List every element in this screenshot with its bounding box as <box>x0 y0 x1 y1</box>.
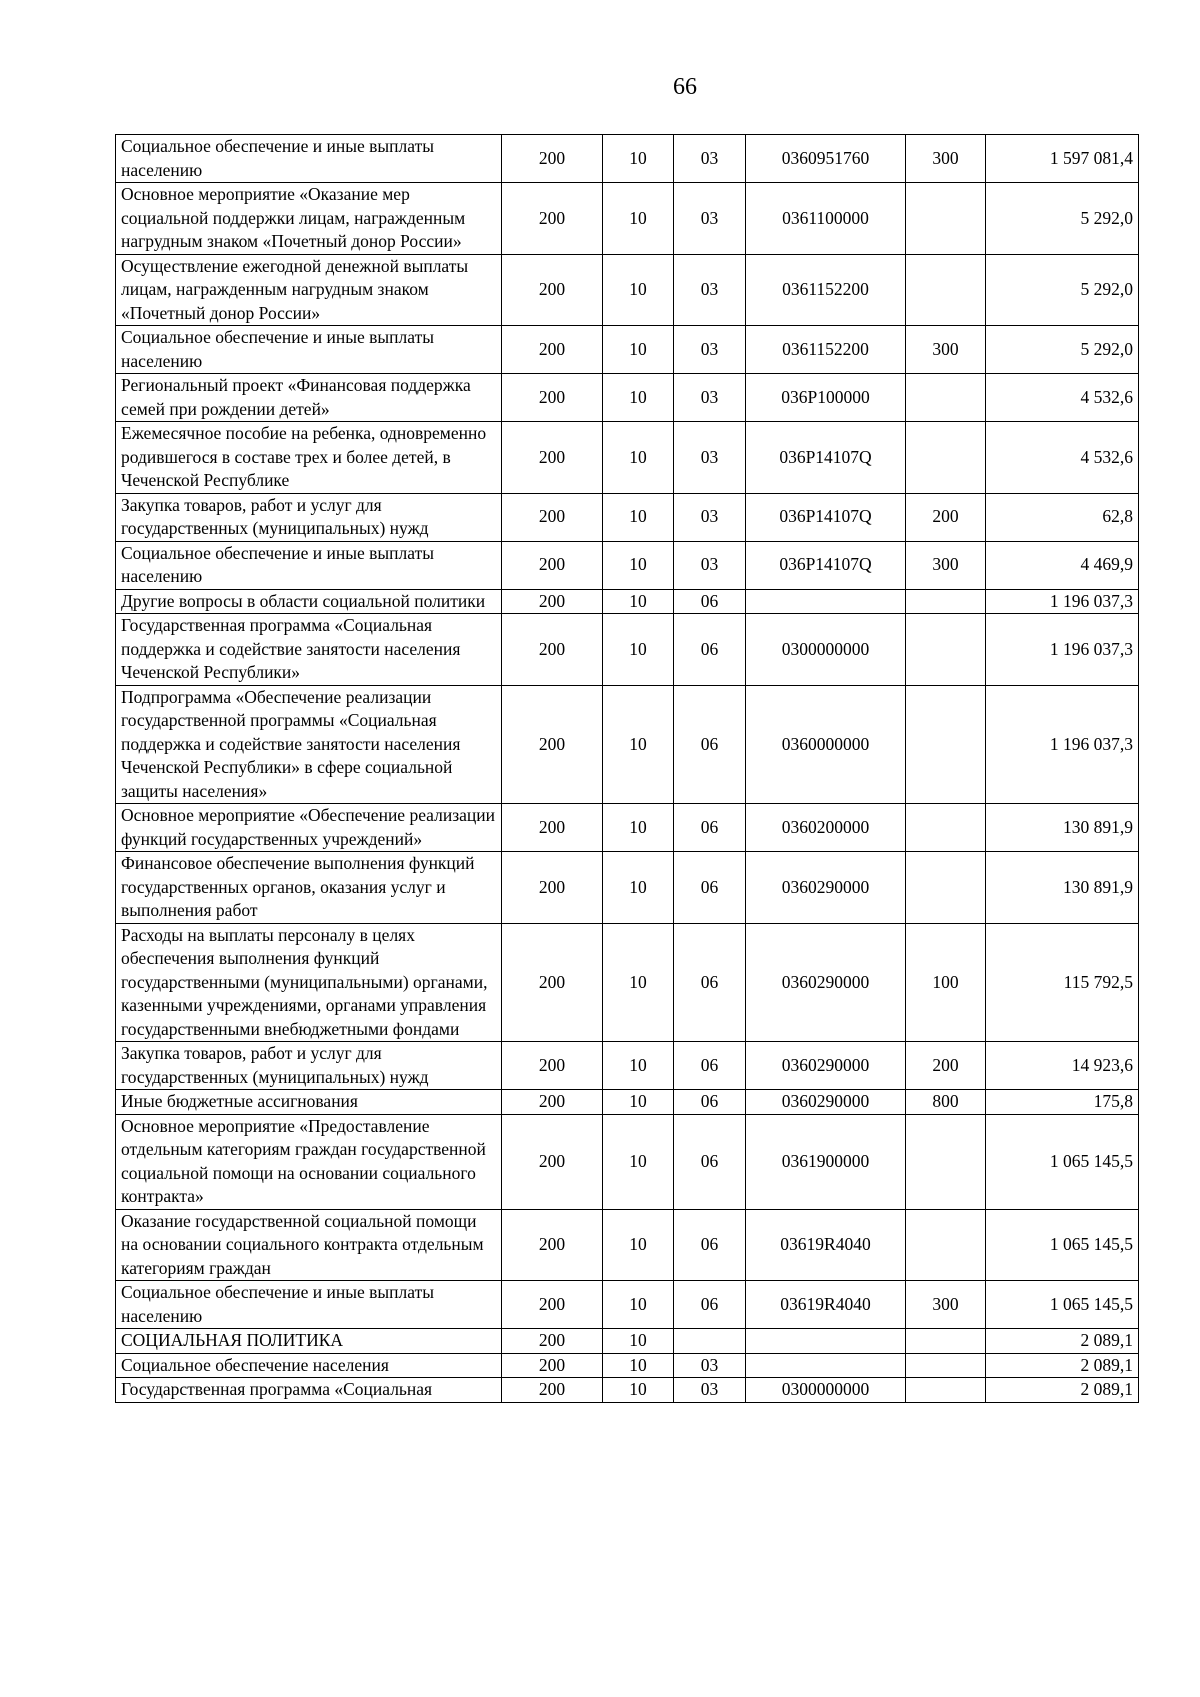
cell-subsection: 06 <box>674 923 746 1042</box>
cell-amount: 5 292,0 <box>986 326 1139 374</box>
budget-table <box>115 134 1139 1403</box>
cell-grbs: 200 <box>502 1114 603 1209</box>
page-number: 66 <box>673 74 697 100</box>
cell-name: Оказание государственной социальной помощи на основании социального контракта отдельным категориям граждан <box>116 1209 502 1281</box>
cell-section: 10 <box>603 254 674 326</box>
cell-name: Ежемесячное пособие на ребенка, одновременно родившегося в составе трех и более детей, в Чеченской Республике <box>116 422 502 494</box>
cell-section: 10 <box>603 1209 674 1281</box>
cell-name: Социальное обеспечение населения <box>116 1353 502 1378</box>
cell-amount: 175,8 <box>986 1090 1139 1115</box>
cell-grbs: 200 <box>502 614 603 686</box>
cell-name: Социальное обеспечение и иные выплаты населению <box>116 541 502 589</box>
cell-amount: 62,8 <box>986 493 1139 541</box>
cell-grbs: 200 <box>502 1042 603 1090</box>
cell-name: Социальное обеспечение и иные выплаты населению <box>116 326 502 374</box>
cell-expense-type: 300 <box>906 541 986 589</box>
table-row <box>116 326 1139 374</box>
cell-section: 10 <box>603 374 674 422</box>
table-row <box>116 923 1139 1042</box>
cell-amount: 1 065 145,5 <box>986 1209 1139 1281</box>
cell-expense-type <box>906 589 986 614</box>
cell-section: 10 <box>603 804 674 852</box>
cell-grbs: 200 <box>502 852 603 924</box>
cell-amount: 1 196 037,3 <box>986 685 1139 804</box>
cell-grbs: 200 <box>502 254 603 326</box>
cell-subsection: 06 <box>674 685 746 804</box>
cell-subsection: 06 <box>674 614 746 686</box>
cell-target-article: 0360290000 <box>746 1090 906 1115</box>
cell-section: 10 <box>603 1090 674 1115</box>
cell-target-article: 0300000000 <box>746 1378 906 1403</box>
cell-name: Осуществление ежегодной денежной выплаты лицам, награжденным нагрудным знаком «Почетный донор России» <box>116 254 502 326</box>
cell-grbs: 200 <box>502 589 603 614</box>
cell-amount: 14 923,6 <box>986 1042 1139 1090</box>
table-row <box>116 614 1139 686</box>
cell-expense-type <box>906 1114 986 1209</box>
table-row <box>116 541 1139 589</box>
cell-amount: 1 065 145,5 <box>986 1281 1139 1329</box>
cell-name: Финансовое обеспечение выполнения функций государственных органов, оказания услуг и выполнения работ <box>116 852 502 924</box>
cell-subsection: 06 <box>674 1209 746 1281</box>
cell-section: 10 <box>603 685 674 804</box>
table-row <box>116 1378 1139 1403</box>
cell-name: Социальное обеспечение и иные выплаты населению <box>116 1281 502 1329</box>
cell-expense-type <box>906 422 986 494</box>
cell-target-article: 0361900000 <box>746 1114 906 1209</box>
cell-amount: 130 891,9 <box>986 852 1139 924</box>
cell-expense-type <box>906 1209 986 1281</box>
table-row <box>116 1209 1139 1281</box>
table-row <box>116 852 1139 924</box>
cell-target-article: 03619R4040 <box>746 1281 906 1329</box>
cell-section: 10 <box>603 923 674 1042</box>
cell-target-article: 0361152200 <box>746 326 906 374</box>
cell-target-article: 03619R4040 <box>746 1209 906 1281</box>
cell-section: 10 <box>603 1114 674 1209</box>
cell-name: Государственная программа «Социальная поддержка и содействие занятости населения Чеченской Республики» <box>116 614 502 686</box>
cell-amount: 1 196 037,3 <box>986 589 1139 614</box>
table-row <box>116 1329 1139 1354</box>
table-row <box>116 183 1139 255</box>
cell-target-article <box>746 589 906 614</box>
cell-expense-type: 100 <box>906 923 986 1042</box>
cell-subsection: 03 <box>674 422 746 494</box>
cell-grbs: 200 <box>502 1209 603 1281</box>
cell-amount: 4 469,9 <box>986 541 1139 589</box>
cell-amount: 5 292,0 <box>986 254 1139 326</box>
cell-grbs: 200 <box>502 923 603 1042</box>
cell-subsection: 06 <box>674 1090 746 1115</box>
cell-target-article <box>746 1329 906 1354</box>
cell-section: 10 <box>603 135 674 183</box>
cell-grbs: 200 <box>502 135 603 183</box>
table-row <box>116 422 1139 494</box>
cell-subsection: 06 <box>674 852 746 924</box>
cell-subsection: 06 <box>674 589 746 614</box>
cell-name: СОЦИАЛЬНАЯ ПОЛИТИКА <box>116 1329 502 1354</box>
table-row <box>116 493 1139 541</box>
cell-grbs: 200 <box>502 422 603 494</box>
cell-target-article: 036P14107Q <box>746 493 906 541</box>
table-row <box>116 1090 1139 1115</box>
cell-section: 10 <box>603 614 674 686</box>
table-row <box>116 1042 1139 1090</box>
cell-target-article: 0361152200 <box>746 254 906 326</box>
table-body <box>116 135 1139 1403</box>
table-row <box>116 685 1139 804</box>
table-row <box>116 1353 1139 1378</box>
table-row <box>116 804 1139 852</box>
cell-section: 10 <box>603 326 674 374</box>
cell-expense-type <box>906 183 986 255</box>
cell-name: Государственная программа «Социальная <box>116 1378 502 1403</box>
cell-name: Региональный проект «Финансовая поддержка семей при рождении детей» <box>116 374 502 422</box>
table-row <box>116 135 1139 183</box>
cell-amount: 2 089,1 <box>986 1353 1139 1378</box>
cell-name: Закупка товаров, работ и услуг для государственных (муниципальных) нужд <box>116 493 502 541</box>
cell-subsection: 03 <box>674 493 746 541</box>
cell-section: 10 <box>603 852 674 924</box>
cell-expense-type <box>906 614 986 686</box>
cell-subsection: 06 <box>674 1042 746 1090</box>
cell-expense-type <box>906 804 986 852</box>
table-row <box>116 374 1139 422</box>
cell-section: 10 <box>603 1329 674 1354</box>
cell-section: 10 <box>603 1353 674 1378</box>
cell-section: 10 <box>603 493 674 541</box>
cell-subsection: 03 <box>674 1378 746 1403</box>
cell-target-article: 0360000000 <box>746 685 906 804</box>
cell-section: 10 <box>603 541 674 589</box>
cell-subsection: 03 <box>674 1353 746 1378</box>
cell-section: 10 <box>603 422 674 494</box>
cell-name: Подпрограмма «Обеспечение реализации государственной программы «Социальная поддержка и содействие занятости населения Чеченской Республики» в сфере социальной защиты населения» <box>116 685 502 804</box>
cell-grbs: 200 <box>502 1329 603 1354</box>
cell-target-article: 036P14107Q <box>746 422 906 494</box>
cell-grbs: 200 <box>502 1353 603 1378</box>
cell-grbs: 200 <box>502 374 603 422</box>
cell-expense-type: 300 <box>906 1281 986 1329</box>
cell-amount: 4 532,6 <box>986 422 1139 494</box>
cell-subsection: 03 <box>674 183 746 255</box>
cell-target-article: 0360290000 <box>746 923 906 1042</box>
cell-section: 10 <box>603 1378 674 1403</box>
cell-expense-type: 300 <box>906 326 986 374</box>
cell-subsection: 06 <box>674 1281 746 1329</box>
cell-subsection <box>674 1329 746 1354</box>
cell-grbs: 200 <box>502 326 603 374</box>
cell-expense-type <box>906 254 986 326</box>
cell-section: 10 <box>603 1042 674 1090</box>
cell-amount: 2 089,1 <box>986 1378 1139 1403</box>
table-row <box>116 1114 1139 1209</box>
cell-expense-type: 200 <box>906 493 986 541</box>
cell-expense-type <box>906 1353 986 1378</box>
cell-subsection: 03 <box>674 326 746 374</box>
cell-subsection: 06 <box>674 804 746 852</box>
cell-expense-type <box>906 852 986 924</box>
cell-section: 10 <box>603 183 674 255</box>
cell-subsection: 03 <box>674 541 746 589</box>
cell-subsection: 06 <box>674 1114 746 1209</box>
cell-target-article: 036P100000 <box>746 374 906 422</box>
cell-target-article: 0360290000 <box>746 1042 906 1090</box>
cell-amount: 5 292,0 <box>986 183 1139 255</box>
cell-name: Социальное обеспечение и иные выплаты населению <box>116 135 502 183</box>
cell-amount: 1 196 037,3 <box>986 614 1139 686</box>
cell-target-article: 0360200000 <box>746 804 906 852</box>
cell-grbs: 200 <box>502 685 603 804</box>
cell-grbs: 200 <box>502 804 603 852</box>
cell-name: Другие вопросы в области социальной политики <box>116 589 502 614</box>
cell-expense-type: 200 <box>906 1042 986 1090</box>
table-row <box>116 254 1139 326</box>
cell-expense-type: 300 <box>906 135 986 183</box>
cell-amount: 2 089,1 <box>986 1329 1139 1354</box>
cell-amount: 130 891,9 <box>986 804 1139 852</box>
cell-name: Расходы на выплаты персоналу в целях обеспечения выполнения функций государственными (муниципальными) органами, казенными учреждениями, органами управления государственными внебюджетными фондами <box>116 923 502 1042</box>
cell-target-article <box>746 1353 906 1378</box>
cell-name: Иные бюджетные ассигнования <box>116 1090 502 1115</box>
cell-name: Закупка товаров, работ и услуг для государственных (муниципальных) нужд <box>116 1042 502 1090</box>
cell-name: Основное мероприятие «Предоставление отдельным категориям граждан государственной социальной помощи на основании социального контракта» <box>116 1114 502 1209</box>
cell-expense-type <box>906 1329 986 1354</box>
table-row <box>116 1281 1139 1329</box>
cell-amount: 1 065 145,5 <box>986 1114 1139 1209</box>
table-row <box>116 589 1139 614</box>
cell-grbs: 200 <box>502 183 603 255</box>
cell-grbs: 200 <box>502 1090 603 1115</box>
cell-amount: 4 532,6 <box>986 374 1139 422</box>
cell-subsection: 03 <box>674 135 746 183</box>
cell-target-article: 0360290000 <box>746 852 906 924</box>
cell-amount: 1 597 081,4 <box>986 135 1139 183</box>
cell-expense-type <box>906 1378 986 1403</box>
cell-subsection: 03 <box>674 254 746 326</box>
cell-target-article: 0361100000 <box>746 183 906 255</box>
cell-grbs: 200 <box>502 493 603 541</box>
cell-expense-type <box>906 685 986 804</box>
cell-name: Основное мероприятие «Обеспечение реализации функций государственных учреждений» <box>116 804 502 852</box>
cell-grbs: 200 <box>502 1378 603 1403</box>
cell-expense-type <box>906 374 986 422</box>
cell-name: Основное мероприятие «Оказание мер социальной поддержки лицам, награжденным нагрудным знаком «Почетный донор России» <box>116 183 502 255</box>
cell-section: 10 <box>603 589 674 614</box>
cell-grbs: 200 <box>502 541 603 589</box>
cell-target-article: 0360951760 <box>746 135 906 183</box>
cell-expense-type: 800 <box>906 1090 986 1115</box>
cell-grbs: 200 <box>502 1281 603 1329</box>
cell-subsection: 03 <box>674 374 746 422</box>
cell-amount: 115 792,5 <box>986 923 1139 1042</box>
cell-target-article: 036P14107Q <box>746 541 906 589</box>
cell-target-article: 0300000000 <box>746 614 906 686</box>
cell-section: 10 <box>603 1281 674 1329</box>
